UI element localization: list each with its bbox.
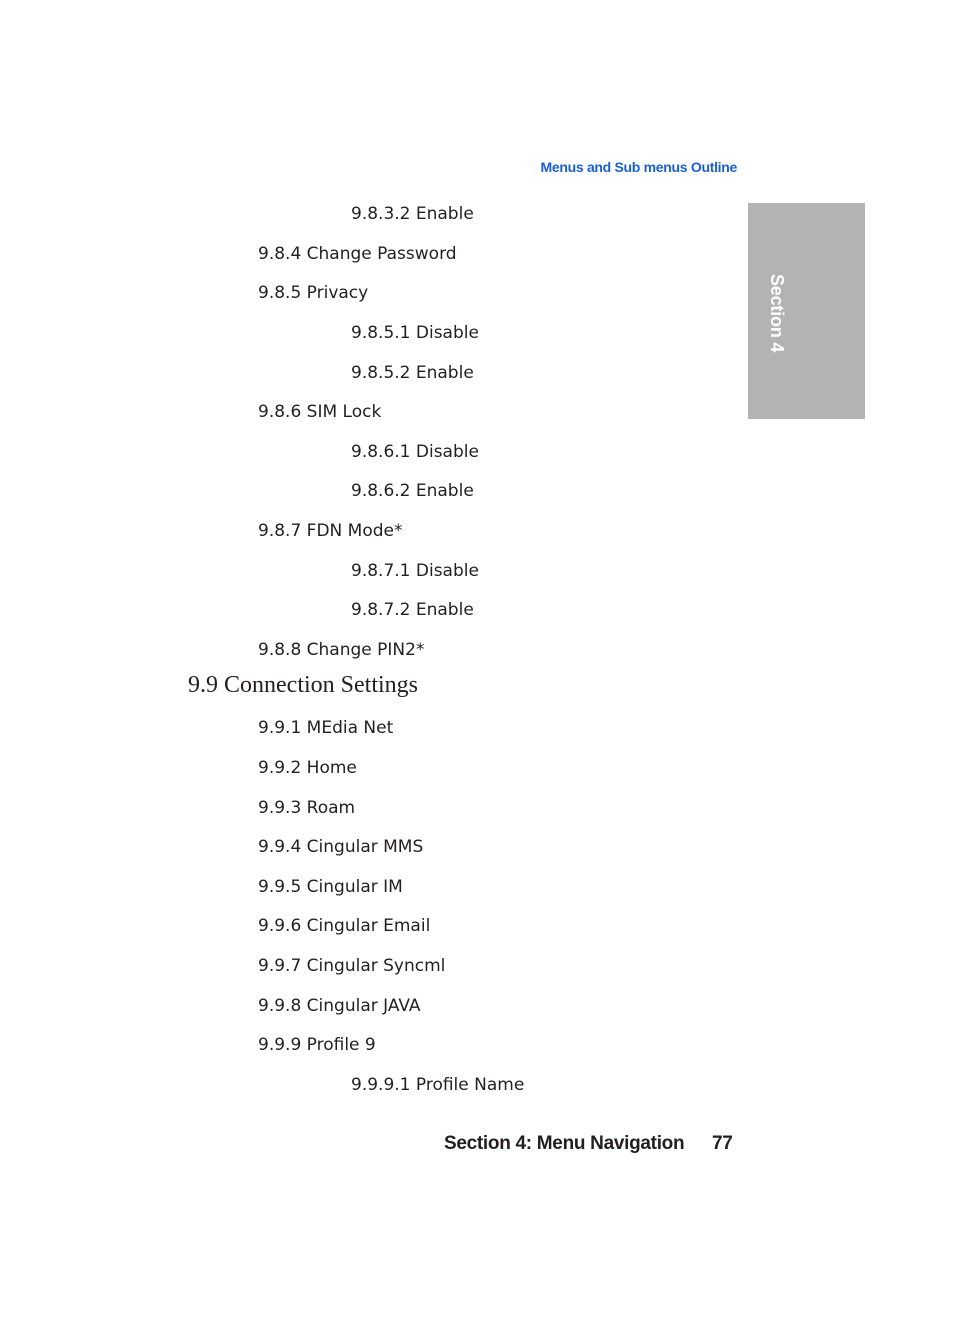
outline-item: 9.9.5 Cingular IM — [258, 877, 403, 897]
outline-item: 9.8.5 Privacy — [258, 283, 369, 303]
outline-item: 9.9.9 Profile 9 — [258, 1035, 376, 1055]
outline-item: 9.9.9.1 Profile Name — [351, 1075, 525, 1095]
outline-item: 9.8.6.2 Enable — [351, 481, 474, 501]
outline-item: 9.8.7 FDN Mode* — [258, 521, 403, 541]
outline-item: 9.8.8 Change PIN2* — [258, 640, 425, 660]
section-tab-label: Section 4 — [767, 274, 787, 353]
outline-item: 9.8.4 Change Password — [258, 244, 457, 264]
outline-item: 9.8.6.1 Disable — [351, 442, 479, 462]
footer-title: Section 4: Menu Navigation — [444, 1133, 685, 1154]
outline-item: 9.8.7.2 Enable — [351, 600, 474, 620]
outline-item: 9.9.6 Cingular Email — [258, 916, 431, 936]
outline-item: 9.8.6 SIM Lock — [258, 402, 382, 422]
outline-item: 9.9.2 Home — [258, 758, 357, 778]
outline-item: 9.9.3 Roam — [258, 798, 356, 818]
outline-item: 9.8.5.1 Disable — [351, 323, 479, 343]
outline-item: 9.9.7 Cingular Syncml — [258, 956, 446, 976]
outline-item: 9.9.4 Cingular MMS — [258, 837, 424, 857]
outline-item: 9.8.3.2 Enable — [351, 204, 474, 224]
page-number: 77 — [712, 1133, 733, 1154]
outline-item: 9.9.1 MEdia Net — [258, 718, 394, 738]
outline-item: 9.9.8 Cingular JAVA — [258, 996, 421, 1016]
outline-item: 9.8.5.2 Enable — [351, 363, 474, 383]
running-head: Menus and Sub menus Outline — [540, 159, 737, 175]
outline-item: 9.8.7.1 Disable — [351, 561, 479, 581]
section-heading: 9.9 Connection Settings — [188, 672, 418, 698]
